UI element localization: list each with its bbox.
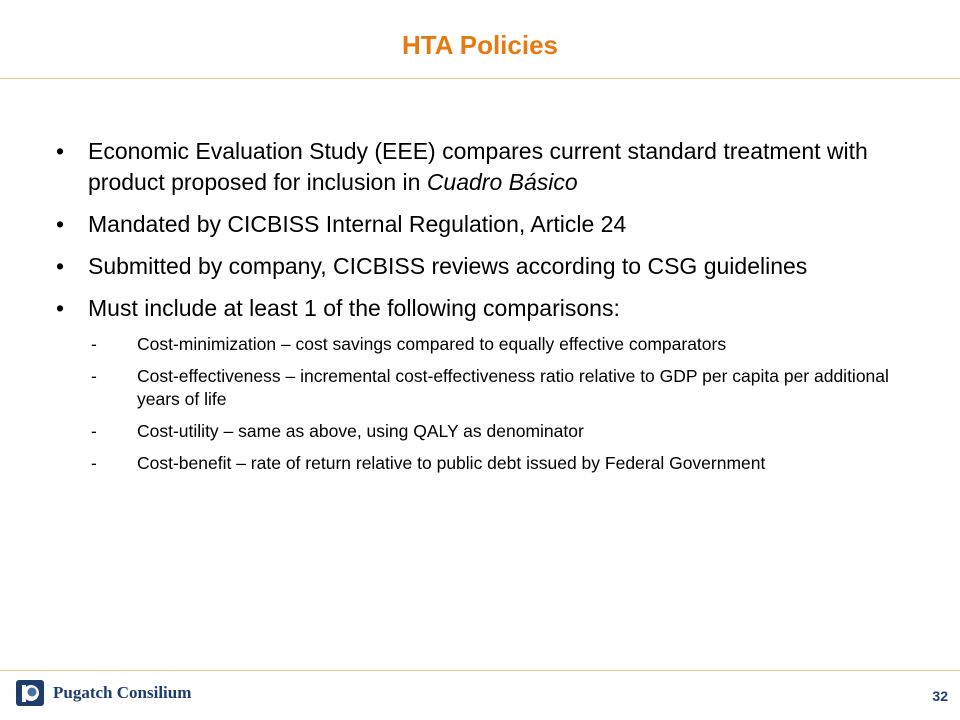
bullet-emphasis: Cuadro Básico (426, 169, 578, 195)
slide-title: HTA Policies (401, 30, 559, 60)
page-number: 32 (932, 688, 948, 704)
sub-bullet-item (56, 365, 916, 411)
sub-bullet-text: Cost-effectiveness – incremental cost-effectiveness ratio relative to GDP per capita per additional years of life (137, 366, 889, 409)
sub-bullet-item (56, 420, 916, 443)
pugatch-logo-icon (15, 679, 45, 707)
slide-content (56, 136, 916, 484)
sub-bullet-text: Cost-utility – same as above, using QALY as denominator (137, 421, 584, 441)
bullet-marker: • (56, 138, 65, 164)
footer-divider (0, 670, 960, 671)
title-divider (0, 78, 960, 79)
bullet-text: Economic Evaluation Study (EEE) compares current standard treatment with product proposed for inclusion in (88, 138, 868, 195)
bullet-text: Must include at least 1 of the following comparisons: (88, 295, 620, 321)
bullet-item (56, 136, 916, 198)
logo-text: Pugatch Consilium (53, 683, 192, 702)
sub-bullet-marker: - (91, 334, 97, 354)
bullet-text: Mandated by CICBISS Internal Regulation, Article 24 (88, 211, 627, 237)
bullet-marker: • (56, 211, 65, 237)
bullet-marker: • (56, 253, 65, 279)
sub-bullet-text: Cost-benefit – rate of return relative to public debt issued by Federal Government (137, 453, 766, 473)
sub-bullet-marker: - (91, 453, 97, 473)
footer-logo (15, 679, 191, 707)
sub-bullet-marker: - (91, 421, 97, 441)
bullet-text: Submitted by company, CICBISS reviews according to CSG guidelines (88, 253, 808, 279)
bullet-marker: • (56, 295, 65, 321)
bullet-item (56, 209, 916, 240)
sub-bullet-text: Cost-minimization – cost savings compared to equally effective comparators (137, 334, 727, 354)
comparison-list (56, 333, 916, 475)
sub-bullet-marker: - (91, 366, 97, 386)
sub-bullet-item (56, 452, 916, 475)
bullet-item (56, 293, 916, 324)
sub-bullet-item (56, 333, 916, 356)
bullet-item (56, 251, 916, 282)
